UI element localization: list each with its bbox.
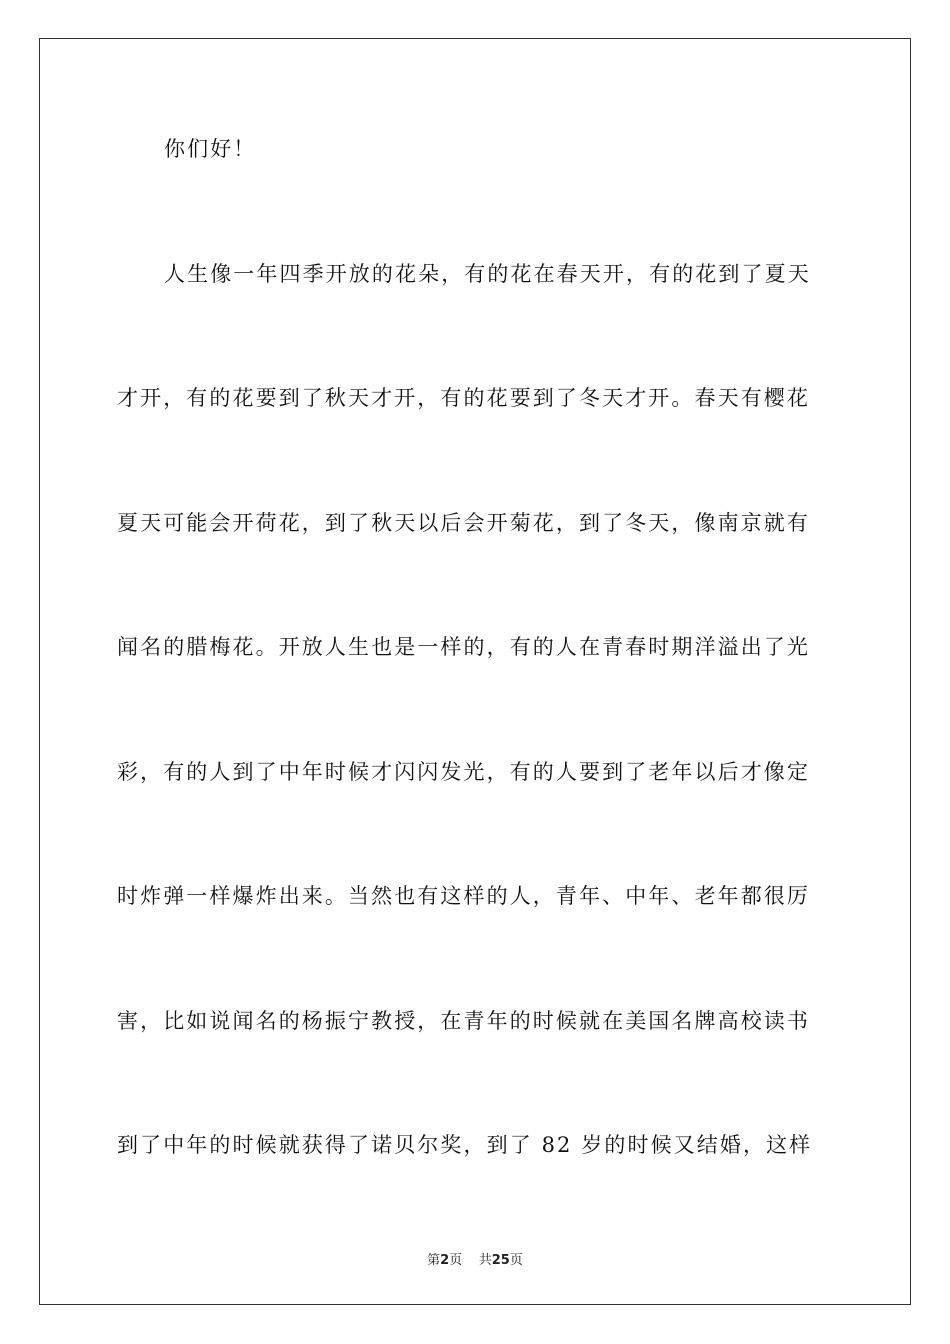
paragraph-line: 彩，有的人到了中年时候才闪闪发光，有的人要到了老年以后才像定 (117, 760, 810, 784)
paragraph-line: 害，比如说闻名的杨振宁教授，在青年的时候就在美国名牌高校读书 (117, 1009, 810, 1033)
page-footer (0, 1249, 950, 1268)
total-pages: 25 (491, 1253, 510, 1268)
paragraph-line: 夏天可能会开荷花，到了秋天以后会开菊花，到了冬天，像南京就有 (117, 511, 810, 535)
page-indicator: 第2页 (427, 1253, 463, 1268)
paragraph-line: 人生像一年四季开放的花朵，有的花在春天开，有的花到了夏天 (164, 262, 811, 286)
page-number: 2 (440, 1253, 450, 1268)
total-pages-indicator: 共25页 (478, 1253, 523, 1268)
paragraph-line: 时炸弹一样爆炸出来。当然也有这样的人，青年、中年、老年都很厉 (117, 884, 810, 908)
paragraph-line: 才开，有的花要到了秋天才开，有的花要到了冬天才开。春天有樱花 (117, 386, 810, 410)
greeting-line: 你们好！ (164, 137, 257, 161)
page-frame (39, 38, 911, 1305)
paragraph-line: 闻名的腊梅花。开放人生也是一样的，有的人在青春时期洋溢出了光 (117, 635, 810, 659)
paragraph-line: 到了中年的时候就获得了诺贝尔奖，到了 82 岁的时候又结婚，这样 (117, 1133, 813, 1157)
